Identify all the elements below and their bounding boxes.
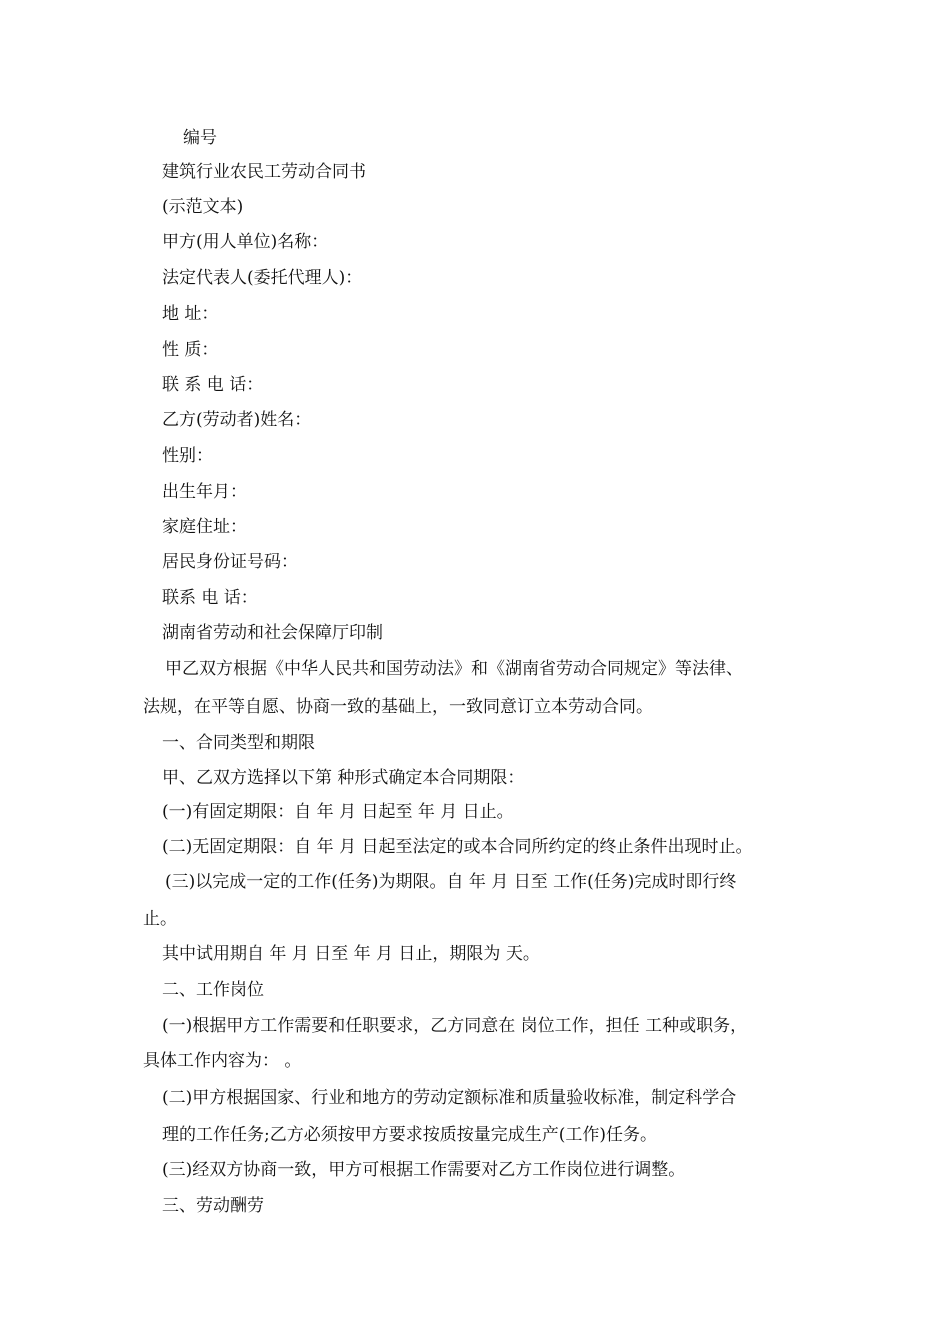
party-b-phone-field: 联系 电 话： bbox=[162, 588, 258, 608]
preamble-line-1: 甲乙双方根据《中华人民共和国劳动法》和《湖南省劳动合同规定》等法律、 bbox=[165, 659, 743, 679]
section-1-item-1: (一)有固定期限：自 年 月 日起至 年 月 日止。 bbox=[162, 802, 514, 822]
party-a-name-field: 甲方(用人单位)名称： bbox=[162, 232, 329, 252]
party-a-phone-field: 联 系 电 话： bbox=[162, 375, 264, 395]
section-1-item-2: (二)无固定期限：自 年 月 日起至法定的或本合同所约定的终止条件出现时止。 bbox=[162, 837, 753, 857]
document-subtitle: (示范文本) bbox=[162, 197, 244, 217]
section-2-item-1-line-2: 具体工作内容为： 。 bbox=[143, 1051, 302, 1071]
section-2-item-2-line-2: 理的工作任务;乙方必须按甲方要求按质按量完成生产(工作)任务。 bbox=[162, 1125, 657, 1145]
section-heading-2: 二、工作岗位 bbox=[162, 980, 264, 1000]
publisher-line: 湖南省劳动和社会保障厅印制 bbox=[162, 623, 383, 643]
section-2-item-1-line-1: (一)根据甲方工作需要和任职要求，乙方同意在 岗位工作，担任 工种或职务， bbox=[162, 1016, 748, 1036]
section-heading-1: 一、合同类型和期限 bbox=[162, 733, 315, 753]
section-1-item-3-line-1: (三)以完成一定的工作(任务)为期限。自 年 月 日至 工作(任务)完成时即行终 bbox=[165, 872, 737, 892]
party-b-address-field: 家庭住址： bbox=[162, 517, 247, 537]
section-1-item-3-line-2: 止。 bbox=[143, 909, 177, 929]
party-b-name-field: 乙方(劳动者)姓名： bbox=[162, 410, 312, 430]
party-b-birth-field: 出生年月： bbox=[162, 482, 247, 502]
section-heading-3: 三、劳动酬劳 bbox=[162, 1196, 264, 1216]
section-1-intro: 甲、乙双方选择以下第 种形式确定本合同期限： bbox=[162, 768, 525, 788]
party-a-nature-field: 性 质： bbox=[162, 340, 219, 360]
section-2-item-3: (三)经双方协商一致，甲方可根据工作需要对乙方工作岗位进行调整。 bbox=[162, 1160, 686, 1180]
party-a-representative-field: 法定代表人(委托代理人)： bbox=[162, 268, 363, 288]
party-b-id-field: 居民身份证号码： bbox=[162, 552, 298, 572]
document-number-label: 编号 bbox=[183, 128, 217, 148]
document-title: 建筑行业农民工劳动合同书 bbox=[162, 162, 366, 182]
probation-line: 其中试用期自 年 月 日至 年 月 日止，期限为 天。 bbox=[162, 944, 540, 964]
party-a-address-field: 地 址： bbox=[162, 304, 219, 324]
preamble-line-2: 法规，在平等自愿、协商一致的基础上，一致同意订立本劳动合同。 bbox=[143, 697, 653, 717]
section-2-item-2-line-1: (二)甲方根据国家、行业和地方的劳动定额标准和质量验收标准，制定科学合 bbox=[162, 1088, 737, 1108]
party-b-gender-field: 性别： bbox=[162, 446, 213, 466]
